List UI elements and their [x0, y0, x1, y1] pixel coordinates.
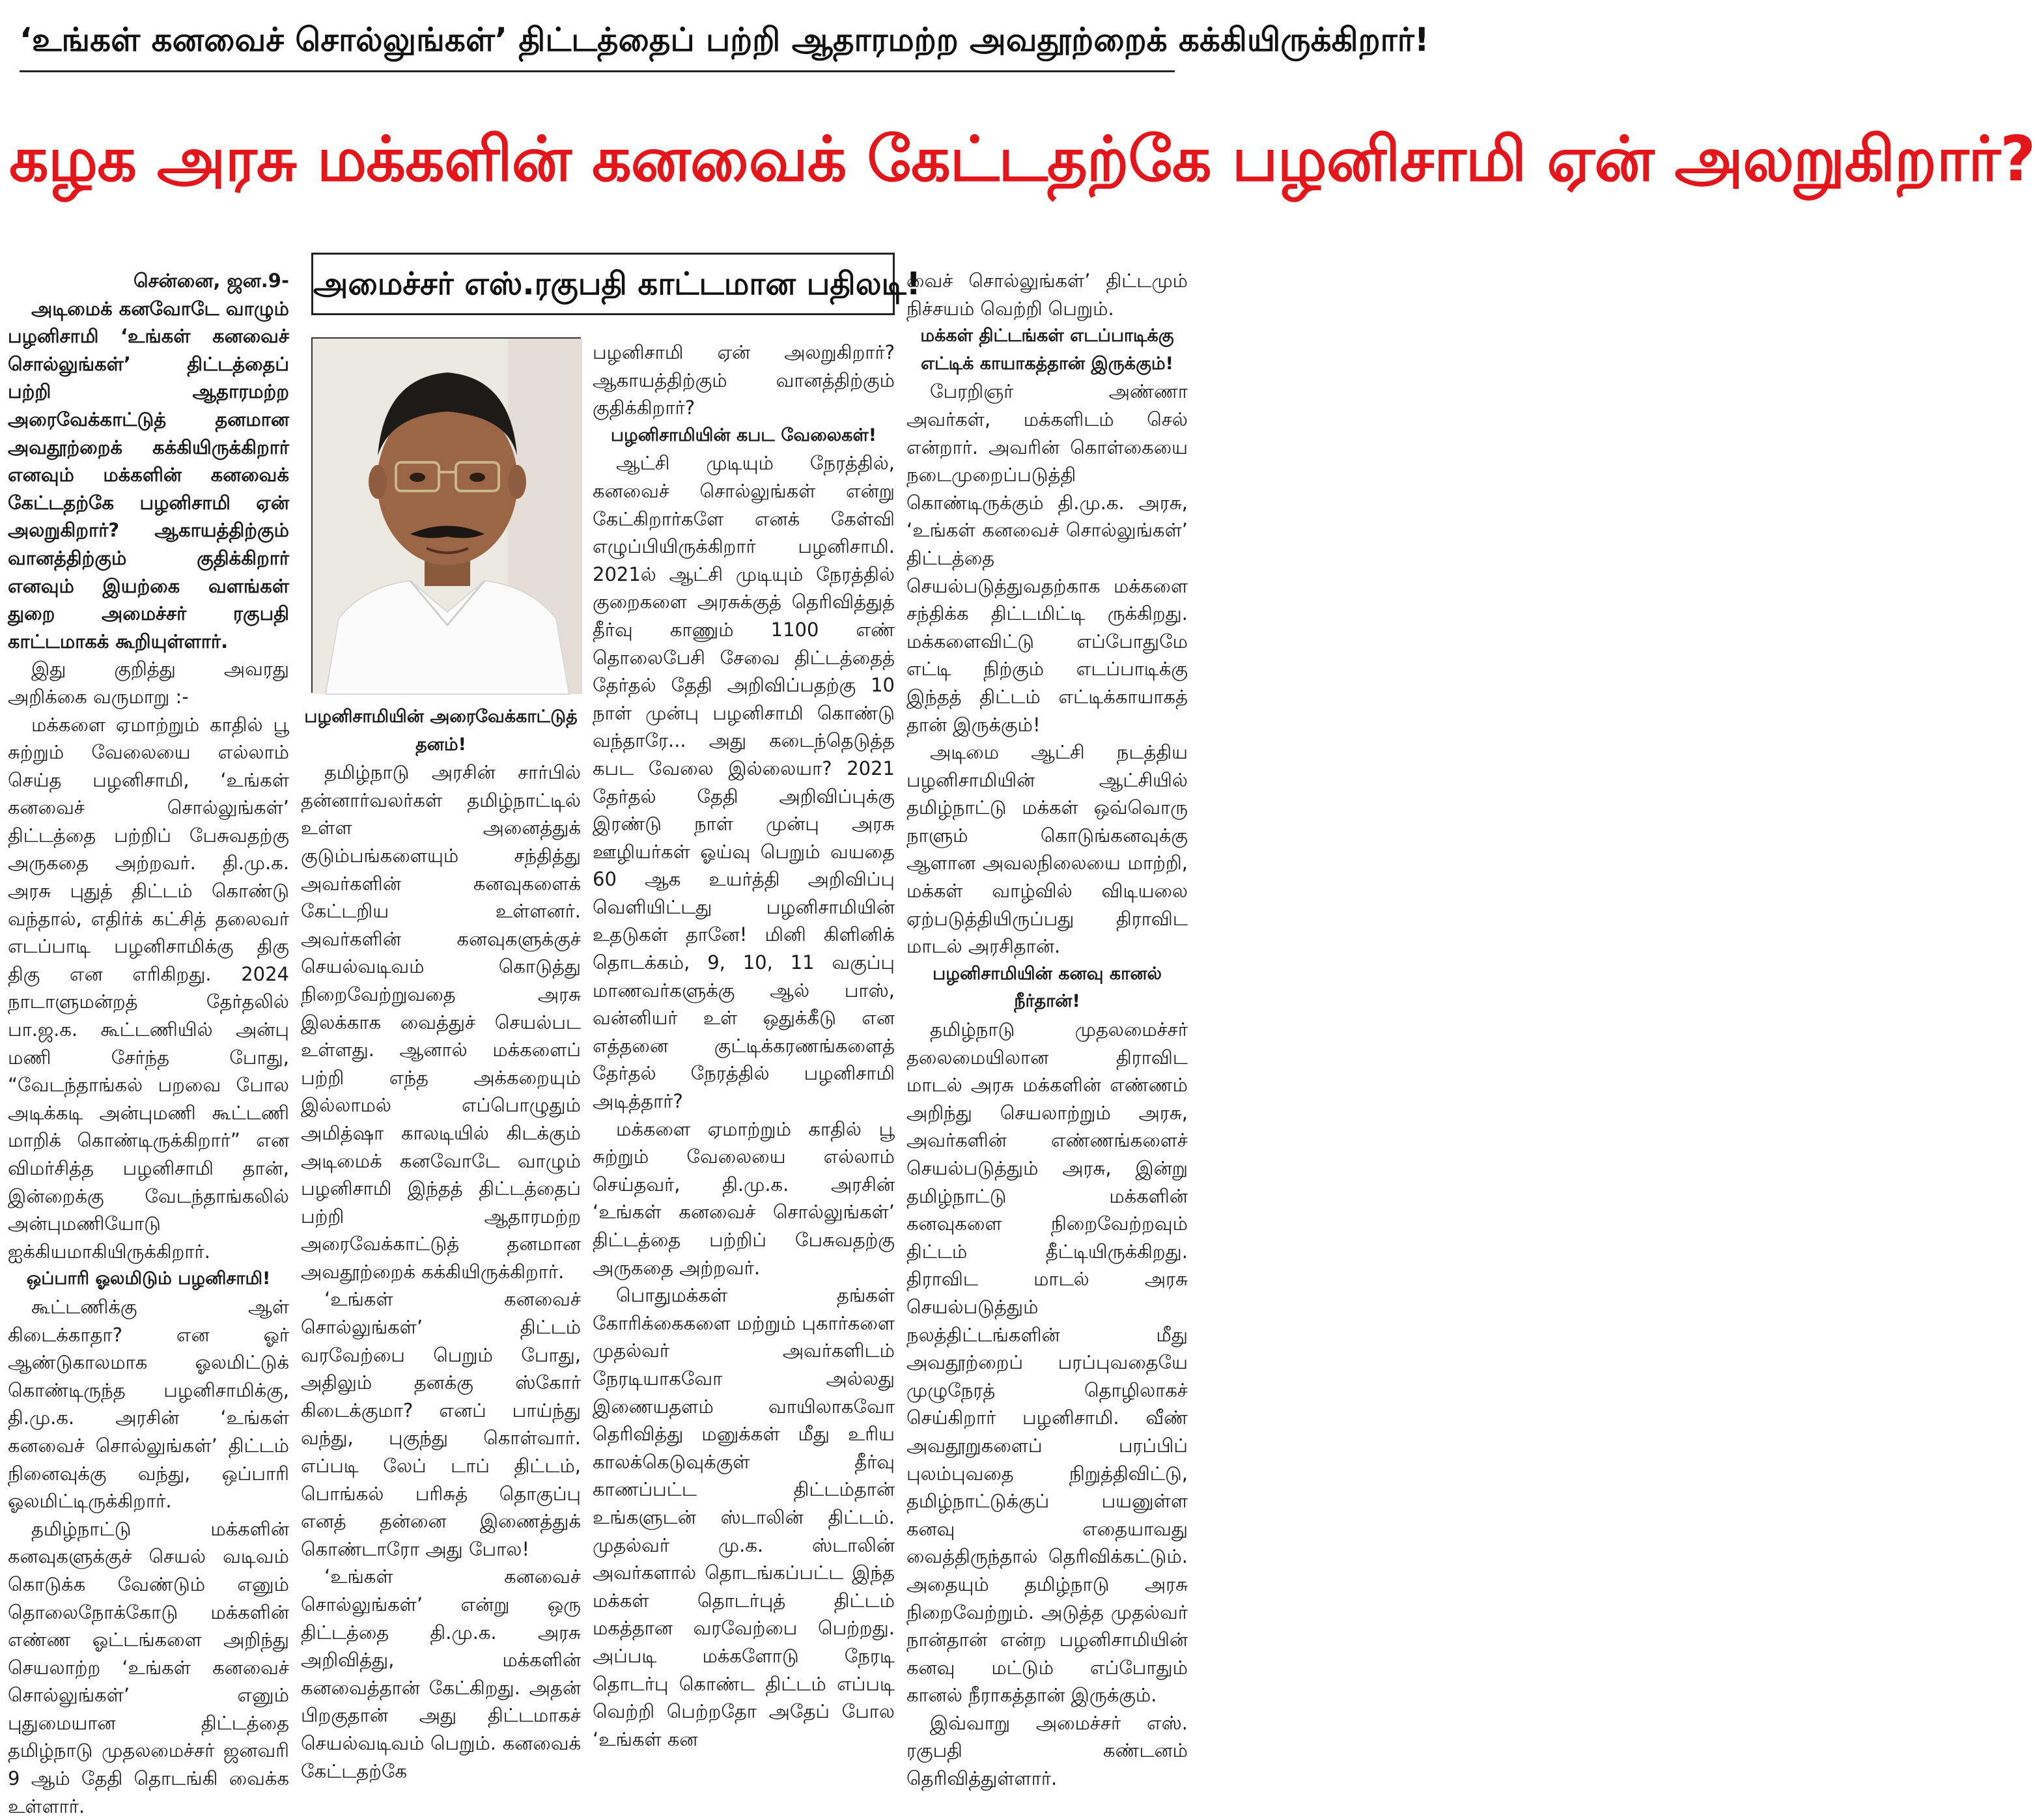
kicker-divider — [20, 70, 1175, 72]
paragraph: பழனிசாமி ஏன் அலறுகிறார்? ஆகாயத்திற்கும் வானத்திற்கும் குதிக்கிறார்? — [593, 341, 895, 419]
portrait-photo-icon — [311, 337, 581, 693]
article-column-3 — [593, 339, 895, 1750]
paragraph: கூட்டணிக்கு ஆள் கிடைக்காதா? என ஓர் ஆண்டுகாலமாக ஓலமிட்டுக் கொண்டிருந்த பழனிசாமிக்கு, தி.மு.க. அரசின் ‘உங்கள் கனவைச் சொல்லுங்கள்’ திட்டம் நினைவுக்கு வந்து, ஒப்பாரி ஓலமிட்டிருக்கிறார். — [8, 1295, 289, 1513]
section-subheading: பழனிசாமியின் கனவு கானல் நீர்தான்! — [933, 963, 1162, 1012]
section-subheading: ஒப்பாரி ஓலமிடும் பழனிசாமி! — [26, 1268, 271, 1289]
paragraph: அடிமை ஆட்சி நடத்திய பழனிசாமியின் ஆட்சியில் தமிழ்நாட்டு மக்கள் ஒவ்வொரு நாளும் கொடுங்கனவுக்கு ஆளான அவலநிலையை மாற்றி, மக்கள் வாழ்வில் விடியலை ஏற்படுத்தியிருப்பது திராவிட மாடல் அரசிதான். — [906, 741, 1188, 958]
paragraph: பொதுமக்கள் தங்கள் கோரிக்கைகளை மற்றும் புகார்களை முதல்வர் அவர்களிடம் நேரடியாகவோ அல்லது இணையதளம் வாயிலாகவோ தெரிவித்து மனுக்கள் மீது உரிய காலக்கெடுவுக்குள் தீர்வு காணப்பட்ட திட்டம்தான் உங்களுடன் ஸ்டாலின் திட்டம். முதல்வர் மு.க. ஸ்டாலின் அவர்களால் தொடங்கப்பட்ட இந்த மக்கள் தொடர்புத் திட்டம் மகத்தான வரவேற்பை பெற்றது. அப்படி மக்களோடு நேரடி தொடர்பு கொண்ட திட்டம் எப்படி வெற்றி பெற்றதோ அதேப் போல ‘உங்கள் கன — [593, 1284, 895, 1750]
paragraph: பேரறிஞர் அண்ணா அவர்கள், மக்களிடம் செல் என்றார். அவரின் கொள்கையை நடைமுறைப்படுத்தி கொண்டிருக்கும் தி.மு.க. அரசு, ‘உங்கள் கனவைச் சொல்லுங்கள்’ திட்டத்தை செயல்படுத்துவதற்காக மக்களை சந்திக்க திட்டமிட்டி ருக்கிறது. மக்களைவிட்டு எப்போதுமே எட்டி நிற்கும் எடப்பாடிக்கு இந்தத் திட்டம் எட்டிக்காயாகத் தான் இருக்கும்! — [906, 380, 1188, 736]
paragraph: தமிழ்நாட்டு மக்களின் கனவுகளுக்குச் செயல் வடிவம் கொடுக்க வேண்டும் எனும் தொலைநோக்கோடு மக்களின் எண்ண ஓட்டங்களை அறிந்து செயலாற்ற ‘உங்கள் கனவைச் சொல்லுங்கள்’ எனும் புதுமையான திட்டத்தை தமிழ்நாடு முதலமைச்சர் ஜனவரி 9 ஆம் தேதி தொடங்கி வைக்க உள்ளார். — [8, 1517, 289, 1817]
paragraph: தமிழ்நாடு முதலமைச்சர் தலைமையிலான திராவிட மாடல் அரசு மக்களின் எண்ணம் அறிந்து செயலாற்றும் அரசு, அவர்களின் எண்ணங்களைச் செயல்படுத்தும் அரசு, இன்று தமிழ்நாட்டு மக்களின் கனவுகளை நிறைவேற்றவும் திட்டம் தீட்டியிருக்கிறது. திராவிட மாடல் அரசு செயல்படுத்தும் நலத்திட்டங்களின் மீது அவதூற்றைப் பரப்புவதையே முழுநேரத் தொழிலாகச் செய்கிறார் பழனிசாமி. வீண் அவதூறுகளைப் பரப்பிப் புலம்புவதை நிறுத்திவிட்டு, தமிழ்நாட்டுக்குப் பயனுள்ள கனவு எதையாவது வைத்திருந்தால் தெரிவிக்கட்டும். அதையும் தமிழ்நாடு அரசு நிறைவேற்றும். அடுத்த முதல்வர் நான்தான் என்ற பழனிசாமியின் கனவு மட்டும் எப்போதும் கானல் நீராகத்தான் இருக்கும். — [906, 1018, 1188, 1707]
paragraph: வைச் சொல்லுங்கள்’ திட்டமும் நிச்சயம் வெற்றி பெறும். — [906, 270, 1188, 320]
paragraph: ஆட்சி முடியும் நேரத்தில், கனவைச் சொல்லுங்கள் என்று கேட்கிறார்களே எனக் கேள்வி எழுப்பியிருக்கிறார் பழனிசாமி. 2021ல் ஆட்சி முடியும் நேரத்தில் குறைகளை அரசுக்குத் தெரிவித்துத் தீர்வு காணும் 1100 எண் தொலைபேசி சேவை திட்டத்தைத் தேர்தல் தேதி அறிவிப்பதற்கு 10 நாள் முன்பு பழனிசாமி கொண்டு வந்தாரே... அது கடைந்தெடுத்த கபட வேலை இல்லையா? 2021 தேர்தல் தேதி அறிவிப்புக்கு இரண்டு நாள் முன்பு அரசு ஊழியர்கள் ஓய்வு பெறும் வயதை 60 ஆக உயர்த்தி அறிவிப்பு வெளியிட்டது பழனிசாமியின் உதடுகள் தானே! மினி கிளினிக் தொடக்கம், 9, 10, 11 வகுப்பு மாணவர்களுக்கு ஆல் பாஸ், வன்னியர் உள் ஒதுக்கீடு என எத்தனை குட்டிக்கரணங்களைத் தேர்தல் நேரத்தில் பழனிசாமி அடித்தார்? — [593, 452, 895, 1113]
section-subheading: பழனிசாமியின் கபட வேலைகள்! — [610, 425, 877, 445]
article-column-1 — [8, 267, 289, 1817]
kicker-headline: ‘உங்கள் கனவைச் சொல்லுங்கள்’ திட்டத்தைப் பற்றி ஆதாரமற்ற அவதூற்றைக் கக்கியிருக்கிறார்! — [20, 21, 1429, 59]
dateline: சென்னை, ஜன.9- — [133, 270, 289, 292]
paragraph: தமிழ்நாடு அரசின் சார்பில் தன்னார்வலர்கள் தமிழ்நாட்டில் உள்ள அனைத்துக் குடும்பங்களையும் சந்தித்து அவர்களின் கனவுகளைக் கேட்டறிய உள்ளனர். அவர்களின் கனவுகளுக்குச் செயல்வடிவம் கொடுத்து நிறைவேற்றுவதை அரசு இலக்காக வைத்துச் செயல்பட உள்ளது. ஆனால் மக்களைப் பற்றி எந்த அக்கறையும் இல்லாமல் எப்பொழுதும் அமித்ஷா காலடியில் கிடக்கும் அடிமைக் கனவோடே வாழும் பழனிசாமி இந்தத் திட்டத்தைப் பற்றி ஆதாரமற்ற அரைவேக்காட்டுத் தனமான அவதூற்றைக் கக்கியிருக்கிறார். — [301, 761, 581, 1283]
paragraph: ‘உங்கள் கனவைச் சொல்லுங்கள்’ என்று ஒரு திட்டத்தை தி.மு.க. அரசு அறிவித்து, மக்களின் கனவைத்தான் கேட்கிறது. அதன் பிறகுதான் அது திட்டமாகச் செயல்வடிவம் பெறும். கனவைக் கேட்டதற்கே — [301, 1565, 581, 1782]
portrait-illustration — [313, 339, 582, 694]
section-subheading: பழனிசாமியின் அரைவேக்காட்டுத் தனம்! — [304, 707, 578, 755]
section-subheading: மக்கள் திட்டங்கள் எடப்பாடிக்கு எட்டிக் காயாகத்தான் இருக்கும்! — [920, 326, 1174, 374]
article-column-2 — [301, 703, 581, 1782]
main-headline: கழக அரசு மக்களின் கனவைக் கேட்டதற்கே பழனிசாமி ஏன் அலறுகிறார்? — [9, 124, 2035, 195]
subheadline-box: அமைச்சர் எஸ்.ரகுபதி காட்டமான பதிலடி! — [311, 253, 895, 315]
paragraph: மக்களை ஏமாற்றும் காதில் பூ சுற்றும் வேலையை எல்லாம் செய்த பழனிசாமி, ‘உங்கள் கனவைச் சொல்லுங்கள்’ திட்டத்தை பற்றிப் பேசுவதற்கு அருகதை அற்றவர். தி.மு.க. அரசு புதுத் திட்டம் கொண்டு வந்தால், எதிர்க் கட்சித் தலைவர் எடப்பாடி பழனிசாமிக்கு திகு திகு என எரிகிறது. 2024 நாடாளுமன்றத் தேர்தலில் பா.ஜ.க. கூட்டணியில் அன்பு மணி சேர்ந்த போது, “வேடந்தாங்கல் பறவை போல அடிக்கடி அன்புமணி கூட்டணி மாறிக் கொண்டிருக்கிறார்” என விமர்சித்த பழனிசாமி தான், இன்றைக்கு வேடந்தாங்கலில் அன்புமணியோடு ஐக்கியமாகியிருக்கிறார். — [8, 713, 289, 1263]
paragraph: மக்களை ஏமாற்றும் காதில் பூ சுற்றும் வேலையை எல்லாம் செய்தவர், தி.மு.க. அரசின் ‘உங்கள் கனவைச் சொல்லுங்கள்’ திட்டத்தை பற்றிப் பேசுவதற்கு அருகதை அற்றவர். — [593, 1117, 895, 1279]
article-column-4 — [906, 267, 1188, 1790]
closing-paragraph: இவ்வாறு அமைச்சர் எஸ். ரகுபதி கண்டனம் தெரிவித்துள்ளார். — [906, 1711, 1188, 1790]
paragraph: இது குறித்து அவரது அறிக்கை வருமாறு :- — [8, 658, 289, 708]
lead-paragraph: அடிமைக் கனவோடே வாழும் பழனிசாமி ‘உங்கள் கனவைச் சொல்லுங்கள்’ திட்டத்தைப் பற்றி ஆதாரமற்ற அரைவேக்காட்டுத் தனமான அவதூற்றைக் கக்கியிருக்கிறார் எனவும் மக்களின் கனவைக் கேட்டதற்கே பழனிசாமி ஏன் அலறுகிறார்? ஆகாயத்திற்கும் வானத்திற்கும் குதிக்கிறார் எனவும் இயற்கை வளங்கள் துறை அமைச்சர் ரகுபதி காட்டமாகக் கூறியுள்ளார். — [8, 297, 289, 652]
paragraph: ‘உங்கள் கனவைச் சொல்லுங்கள்’ திட்டம் வரவேற்பை பெறும் போது, அதிலும் தனக்கு ஸ்கோர் கிடைக்குமா? எனப் பாய்ந்து வந்து, புகுந்து கொள்வார். எப்படி லேப் டாப் திட்டம், பொங்கல் பரிசுத் தொகுப்பு எனத் தன்னை இணைத்துக் கொண்டாரோ அது போல! — [301, 1288, 581, 1560]
